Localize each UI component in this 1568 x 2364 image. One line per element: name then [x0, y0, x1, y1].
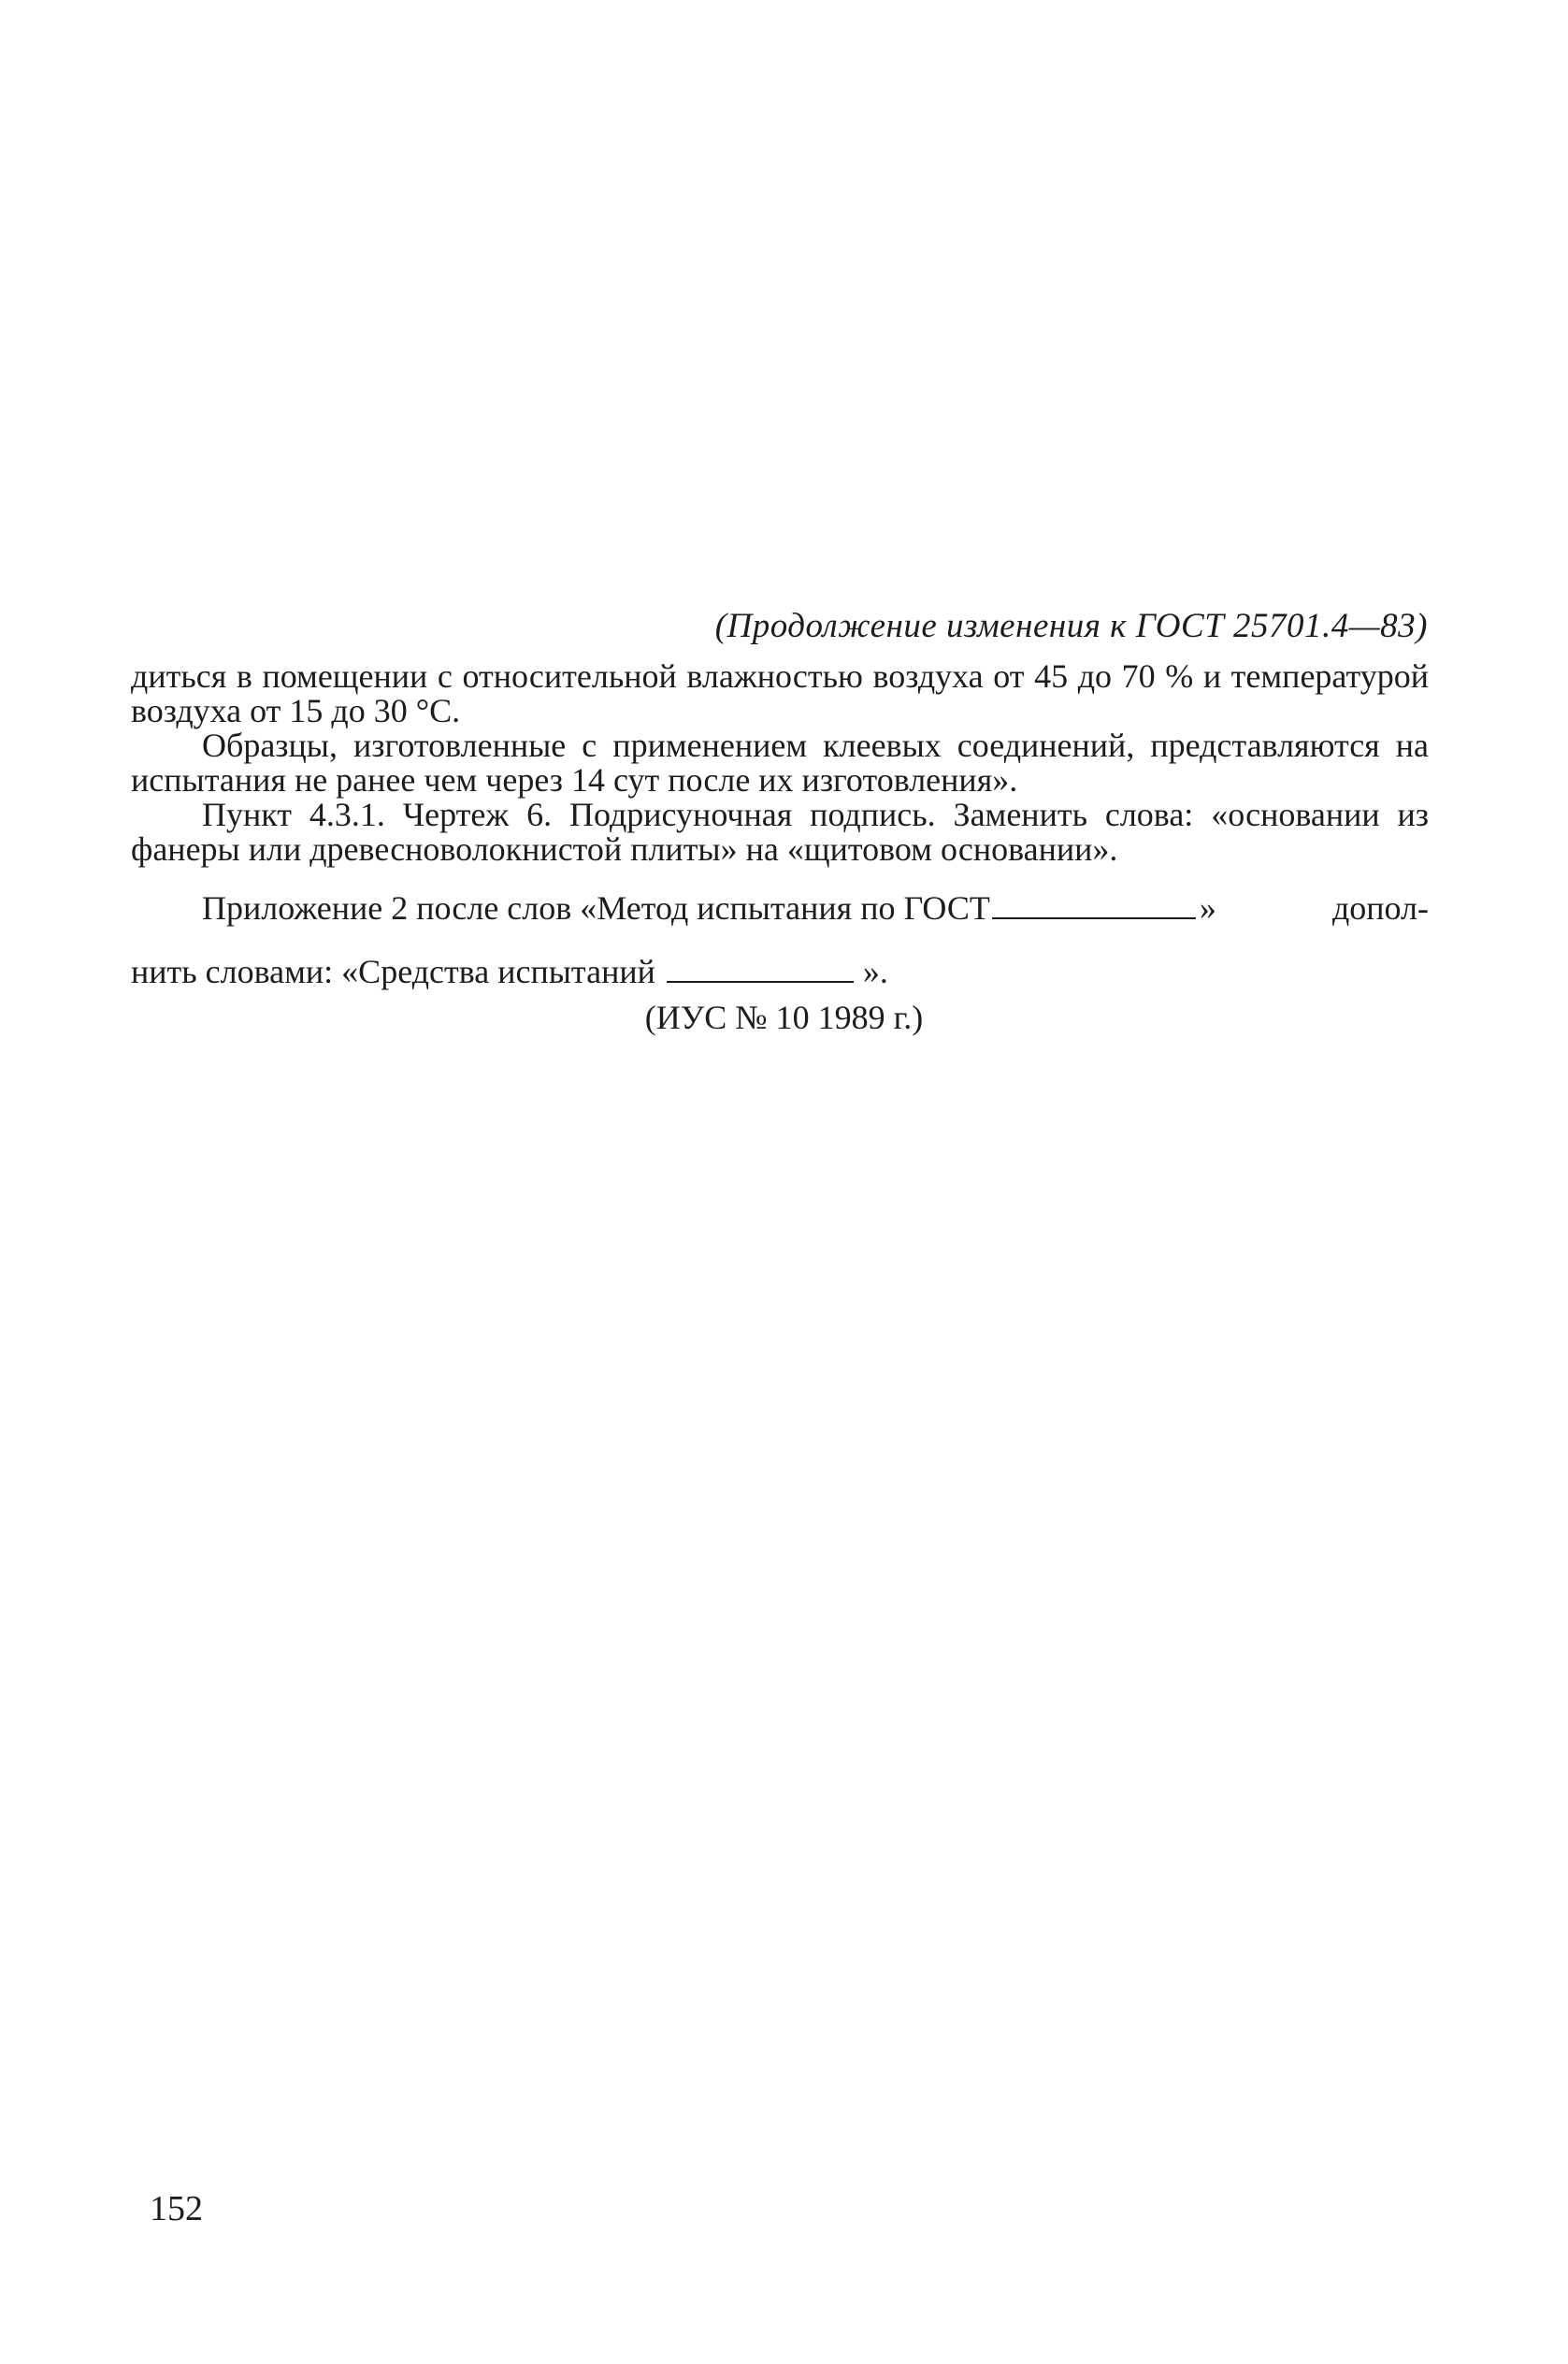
- blank-line-test-means: [667, 957, 854, 983]
- paragraph-clause-4-3-1: Пункт 4.3.1. Чертеж 6. Подрисуночная подпись. Заменить слова: «основании из фанеры или древесноволокнистой плиты» на «щитовом основании».: [131, 796, 1429, 868]
- page-number: 152: [150, 2189, 203, 2228]
- body-text: [131, 659, 1429, 867]
- blank-line-gost: [992, 893, 1196, 919]
- running-head: (Продолжение изменения к ГОСТ 25701.4—83): [714, 607, 1428, 645]
- appendix-closing-quote: »: [1199, 889, 1216, 927]
- continuation-text: нить словами: «Средства испытаний: [131, 953, 655, 990]
- source-reference: (ИУС № 10 1989 г.): [644, 999, 924, 1036]
- appendix-text-hyphen: допол-: [1331, 889, 1429, 927]
- appendix-text-start: Приложение 2 после слов «Метод испытания по ГОСТ: [202, 889, 990, 927]
- paragraph-glued-samples: Образцы, изготовленные с применением клеевых соединений, представляются на испытания не ранее чем через 14 сут после их изготовления».: [131, 727, 1429, 799]
- paragraph-continuation: диться в помещении с относительной влажностью воздуха от 45 до 70 % и температурой воздуха от 15 до 30 °С.: [131, 657, 1429, 729]
- continuation-closing: ».: [862, 953, 888, 990]
- appendix-amendment-line: [202, 888, 1429, 928]
- appendix-continuation-line: [131, 952, 888, 991]
